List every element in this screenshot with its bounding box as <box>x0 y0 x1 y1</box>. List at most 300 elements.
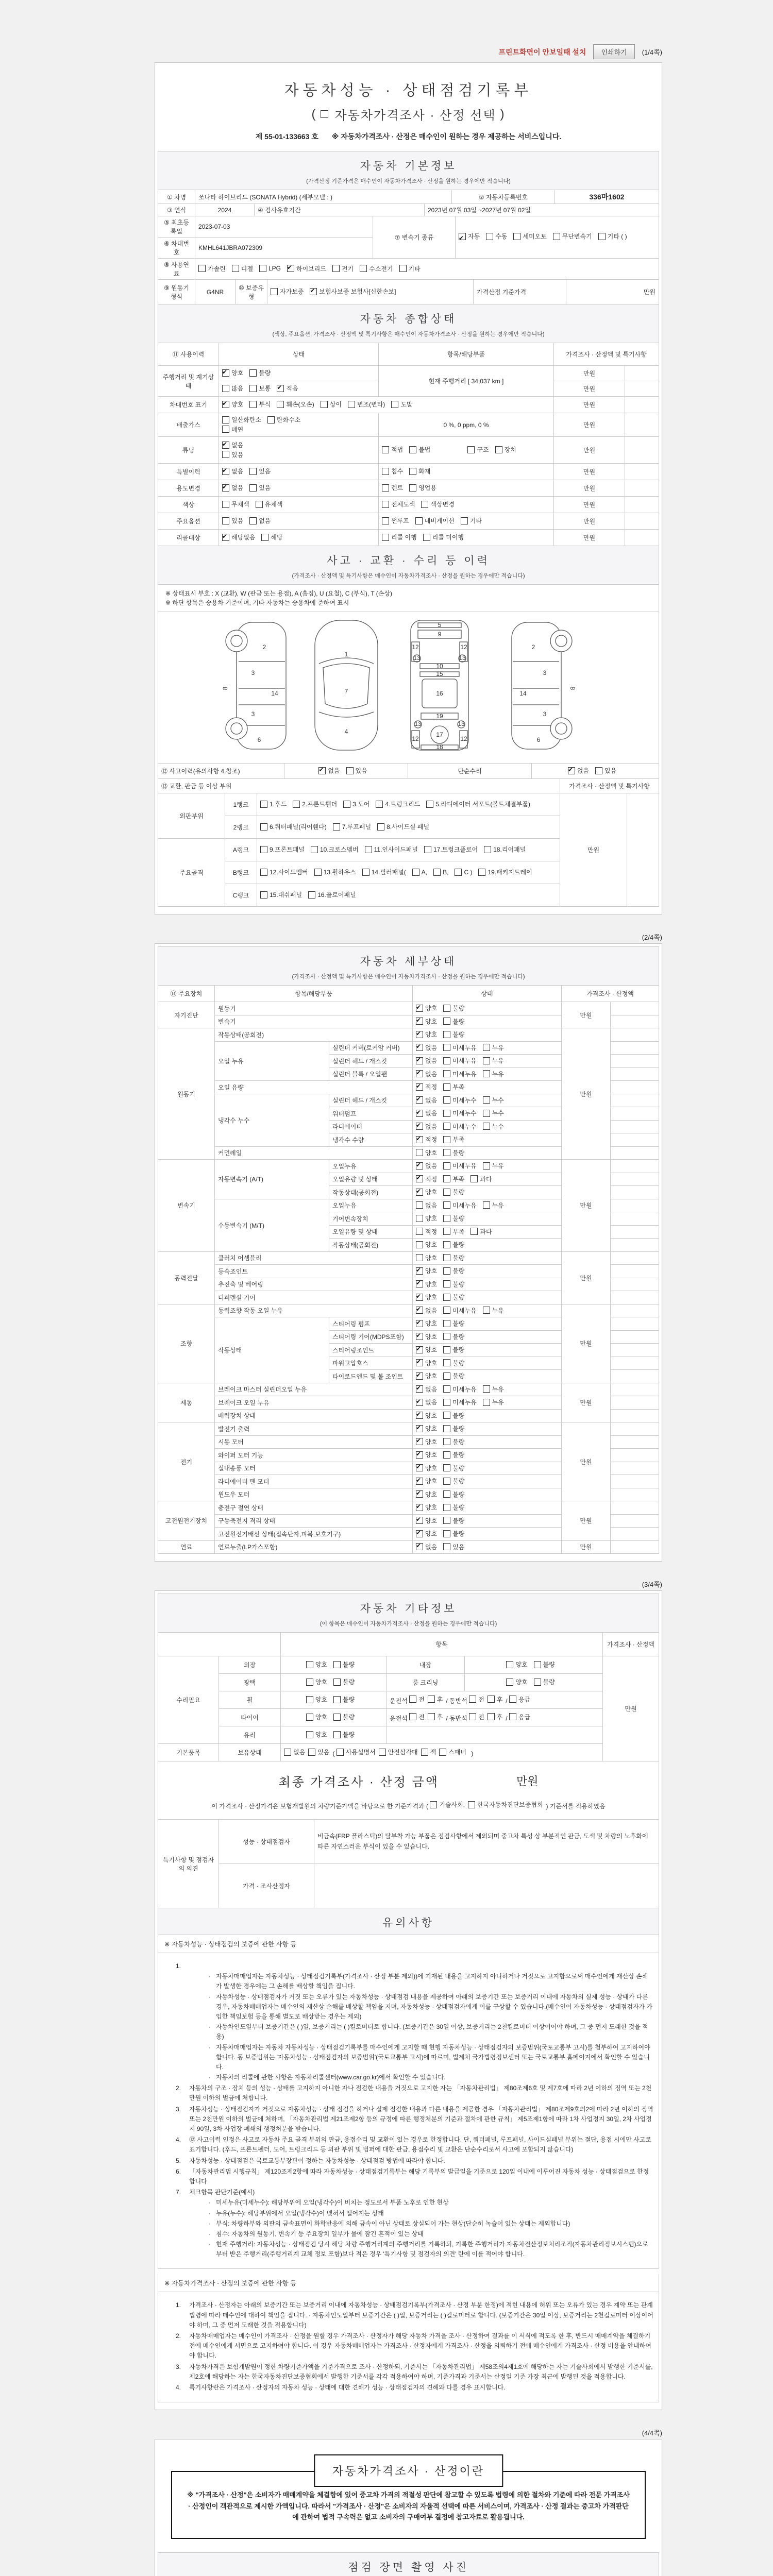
check-option: ✔ 양호 <box>416 1371 437 1380</box>
check-option: ✔ 양호 <box>222 400 243 409</box>
price-cell: 만원 <box>560 793 627 907</box>
check-option: 누유 <box>483 1201 504 1210</box>
blank-cell <box>611 1291 659 1304</box>
check-option: ✔ 적음 <box>277 384 298 393</box>
price-cell: 만원 <box>562 1383 611 1422</box>
item-cell: 시동 모터 <box>215 1435 413 1449</box>
checkbox <box>469 1713 476 1720</box>
checkbox <box>461 517 468 524</box>
notice-subitem: · 부식: 차량하부와 외판의 금속표면이 화학반응에 의해 금속이 아닌 상태로 상실되어 가는 현상(단순히 녹슬어 있는 상태는 제외합니다) <box>209 2219 570 2227</box>
diagram-part-number: 12 <box>460 643 467 651</box>
check-option: 미세누유 <box>443 1161 476 1170</box>
check-option: 불법 <box>409 445 430 454</box>
checkbox <box>409 484 416 492</box>
rank-label: B랭크 <box>225 861 257 884</box>
checkbox <box>416 1280 423 1287</box>
checkbox <box>443 1083 450 1091</box>
install-print-plugin-link[interactable]: 프린트화면이 안보일때 설치 <box>498 47 586 56</box>
check-option: ✔ 해당없음 <box>222 533 255 541</box>
checkbox <box>382 501 389 508</box>
page-3 <box>155 1590 662 2410</box>
check-option: 불량 <box>443 1240 464 1249</box>
checkbox <box>222 451 229 458</box>
item-cell: 브레이크 오일 누유 <box>215 1396 413 1410</box>
item-sub-cell: 실린더 헤드 / 개스킷 <box>329 1094 413 1107</box>
overall-condition-table <box>158 343 659 546</box>
section-note: (색상, 주요옵션, 가격조사 · 산정액 및 특기사항은 매수인이 자동차가격조사 · 산정을 원하는 경우에만 적습니다) <box>272 331 545 337</box>
check-option: 안전삼각대 <box>379 1748 418 1756</box>
usage-label: 용도변경 <box>158 480 219 497</box>
accident-section-header <box>158 546 659 585</box>
check-option: 6.쿼터패널(리어휀다) <box>260 822 327 831</box>
blank-cell <box>611 1133 659 1147</box>
right-state-cell <box>465 1674 603 1691</box>
check-option: 잭 <box>421 1748 436 1756</box>
checkbox <box>416 1267 423 1275</box>
check-option: 기타 ( ) <box>598 230 627 243</box>
blank-cell <box>611 1357 659 1370</box>
price-cell: 만원 <box>562 1422 611 1501</box>
checkbox <box>416 1333 423 1340</box>
check-option: 수동 <box>486 230 507 243</box>
final-price-label: 최종 가격조사 · 산정 금액 <box>278 1775 439 1789</box>
usage-label: 특별이력 <box>158 464 219 480</box>
checkbox <box>421 501 428 508</box>
check-option: ✔ 양호 <box>416 1266 437 1275</box>
blank-cell <box>625 381 659 397</box>
checkbox <box>306 1731 313 1738</box>
appraiser-opinion-label: 가격 · 조사산정자 <box>219 1864 314 1908</box>
checkbox <box>423 534 430 541</box>
check-option: 불량 <box>443 1371 464 1380</box>
blank-cell <box>625 497 659 513</box>
checkbox <box>443 1372 450 1380</box>
diagram-part-number: 12 <box>411 643 419 651</box>
checkbox <box>443 1254 450 1261</box>
check-option: 누수 <box>483 1096 504 1105</box>
item-sub-cell: 오일유량 및 상태 <box>329 1173 413 1186</box>
check-option: ✔ 없음 <box>222 440 243 449</box>
item-cell: 오일 유량 <box>215 1081 413 1094</box>
checkbox <box>483 1307 490 1314</box>
usage-label: 주요옵션 <box>158 513 219 530</box>
opinions-table <box>158 1819 659 1908</box>
engine-type-label: ⑨ 원동기형식 <box>158 280 195 304</box>
check-option: ✔ 양호 <box>222 368 243 377</box>
checkbox <box>222 517 229 524</box>
checkbox <box>484 846 491 853</box>
price-cell: 만원 <box>554 413 625 437</box>
rank-label: A랭크 <box>225 839 257 861</box>
item-sub-cell: 워터펌프 <box>329 1107 413 1121</box>
check-option: 부식 <box>249 400 271 409</box>
blank-cell <box>625 513 659 530</box>
blank-cell <box>611 1370 659 1383</box>
car-name-value: 쏘나타 하이브리드 (SONATA Hybrid) (세부모델 : ) <box>195 190 452 204</box>
vin-value: KMHL641JBRA072309 <box>195 238 373 259</box>
checkbox <box>416 1018 423 1025</box>
item-cell: 0 %, 0 ppm, 0 % <box>379 413 554 437</box>
check-option: 불량 <box>443 1529 464 1538</box>
diagram-part-number: 7 <box>344 688 348 695</box>
check-option: B, <box>433 869 448 876</box>
section-note: (가격조사 · 산정액 및 특기사항은 매수인이 자동차가격조사 · 산정을 원하는 경우에만 적습니다) <box>292 573 525 579</box>
blank-cell <box>611 1081 659 1094</box>
check-option: 12.사이드멤버 <box>260 868 308 876</box>
check-option: ✔ 하이브리드 <box>287 264 326 273</box>
checkbox <box>483 1123 490 1130</box>
item-sub-cell: 작동상태(공회전) <box>329 1239 413 1252</box>
check-option: 디젤 <box>232 264 253 273</box>
diagram-part-number: 3 <box>543 710 546 718</box>
checkbox <box>382 517 389 524</box>
checkbox <box>271 288 278 295</box>
check-option: ✔ 없음 <box>416 1043 437 1052</box>
check-option: 썬루프 <box>382 516 409 525</box>
state-cell <box>219 381 379 397</box>
checkbox <box>483 1070 490 1077</box>
year-label: ③ 연식 <box>158 204 195 216</box>
item-sub-cell: 오일누유 <box>329 1199 413 1212</box>
check-option: 부족 <box>443 1082 464 1091</box>
checkbox <box>333 1679 341 1686</box>
check-option: 미세누유 <box>443 1070 476 1078</box>
checkbox <box>306 1661 313 1668</box>
final-price-unit: 만원 <box>516 1775 539 1788</box>
checkbox <box>399 265 407 272</box>
device-label: 동력전달 <box>158 1251 215 1304</box>
car-damage-diagram <box>158 612 659 764</box>
state-cell <box>281 1691 386 1709</box>
check-option: 미세누수 <box>443 1109 476 1117</box>
check-option: 도말 <box>391 400 412 409</box>
engine-warranty-table <box>158 279 659 304</box>
blank-cell <box>611 1304 659 1317</box>
checkbox <box>391 401 398 408</box>
blank-cell <box>611 1501 659 1515</box>
col-state: 상태 <box>219 343 379 366</box>
diagram-part-number: 17 <box>435 731 443 738</box>
check-option: 불량 <box>443 1332 464 1341</box>
checkbox <box>443 1399 450 1406</box>
checkbox <box>443 1307 450 1314</box>
notice-item: 1. 가격조사 · 산정자는 아래의 보증기간 또는 보증거리 이내에 자동차성능 · 상태점검기록부(가격조사 · 산정 부분 한정)에 적힌 내용에 허위 또는 오류가 있는 경우 계약 또는 관계법령에 따라 매수인에 대하여 책임을 집니다. · 자동차인도일부터 보증기간은 ( )일, 보증거리는 ( )킬로미터로 합니다. (보증기간은 30일 이상, 보증거리는 2천킬로미터 이상이어야 하며, 그 중 먼저 도래한 것을 적용합니다) <box>176 2301 653 2329</box>
checkbox <box>318 767 326 774</box>
check-option: 있음 <box>346 766 367 775</box>
checkbox <box>416 1005 423 1012</box>
check-option: LPG <box>259 265 281 272</box>
check-option: ✔ 양호 <box>416 1477 437 1485</box>
rank-items <box>257 793 560 816</box>
segment-text: 이 가격조사 · 산정가격은 보험개발원의 차량기준가액을 바탕으로 한 기준가격과 ( <box>211 1803 428 1810</box>
checkbox <box>468 1801 475 1808</box>
checkbox <box>509 1696 516 1703</box>
checkbox <box>443 1412 450 1419</box>
item-cell: 와이퍼 모터 기능 <box>215 1449 413 1462</box>
checkbox <box>416 1359 423 1366</box>
price-cell: 만원 <box>562 1160 611 1252</box>
section-title: 유의사항 <box>382 1917 435 1929</box>
device-label: 자기진단 <box>158 1002 215 1028</box>
checkbox <box>428 1713 435 1720</box>
rank-items <box>257 861 560 884</box>
state-cell <box>219 437 379 464</box>
panel-group-label: 외판부위 <box>158 793 225 839</box>
check-option: 응급 <box>509 1713 530 1721</box>
diagram-part-number: 1 <box>344 651 348 658</box>
check-option: ✔ 양호 <box>416 1516 437 1525</box>
check-option: 15.대쉬패널 <box>260 890 302 899</box>
item-cell: 커먼레일 <box>215 1146 413 1160</box>
price-cell: 만원 <box>562 1251 611 1304</box>
checkbox <box>443 1136 450 1143</box>
state-cell <box>281 1674 386 1691</box>
check-option: ✔ 없음 <box>416 1543 437 1551</box>
check-option: 불량 <box>443 1411 464 1420</box>
checkbox <box>443 1149 450 1156</box>
checkbox <box>256 501 263 508</box>
diagram-part-number: 13 <box>457 720 465 727</box>
check-option: 7.루프패널 <box>333 822 371 831</box>
check-option: 불량 <box>443 1359 464 1367</box>
check-option: 있음 <box>249 467 271 476</box>
checkbox <box>416 1070 423 1077</box>
checkbox <box>416 1307 423 1314</box>
state-cell <box>413 1409 562 1422</box>
state-cell <box>413 1317 562 1331</box>
first-reg-label: ⑤ 최초등록일 <box>158 216 195 238</box>
item-sub-cell: 파워고압호스 <box>329 1357 413 1370</box>
page-2 <box>155 943 662 1562</box>
check-option: 해당 <box>261 533 282 541</box>
section-title: 사고 · 교환 · 수리 등 이력 <box>327 555 490 567</box>
check-option: 양호 <box>306 1677 327 1686</box>
state-cell <box>281 1656 386 1674</box>
section-note: (가격산정 기준가격은 매수인이 자동차가격조사 · 산정을 원하는 경우에만 적습니다) <box>306 178 511 184</box>
checkbox <box>379 1749 386 1756</box>
state-cell <box>413 1107 562 1121</box>
inspection-validity-label: ④ 검사유효기간 <box>255 204 425 216</box>
state-cell <box>413 1146 562 1160</box>
state-cell <box>413 1081 562 1094</box>
diagram-part-number: 16 <box>435 690 443 697</box>
checkbox <box>483 1096 490 1104</box>
blank-cell <box>611 1160 659 1173</box>
device-label: 변속기 <box>158 1160 215 1252</box>
checkbox <box>416 1031 423 1038</box>
checkbox <box>478 869 485 876</box>
state-cell <box>413 1278 562 1291</box>
document-title-block <box>158 65 659 151</box>
rank-items <box>257 839 560 861</box>
check-option: 기술사회, <box>430 1800 465 1809</box>
checkbox <box>469 1696 476 1703</box>
diagram-part-number: 8 <box>568 686 576 690</box>
check-option: 2.프론트휀더 <box>293 800 337 808</box>
item-cell <box>379 464 554 480</box>
check-option: ✔ 양호 <box>416 1359 437 1367</box>
device-label: 원동기 <box>158 1028 215 1160</box>
opinions-label: 특기사항 및 점검자의 의견 <box>158 1820 219 1908</box>
repair-group-label: 수리필요 <box>158 1656 219 1744</box>
item-cell: 브레이크 마스터 실린더오일 누유 <box>215 1383 413 1396</box>
check-option: 있음 <box>249 483 271 492</box>
check-option: ✔ 없음 <box>416 1056 437 1065</box>
checkbox <box>443 1162 450 1170</box>
diagram-part-number: 6 <box>536 736 540 743</box>
checkbox <box>360 265 367 272</box>
checkbox <box>259 265 266 272</box>
section-title: 점검 장면 촬영 사진 <box>348 2562 469 2574</box>
check-option: 19.패키지트레이 <box>478 868 532 876</box>
state-cell <box>219 397 554 413</box>
check-option: 불량 <box>249 368 271 377</box>
state-cell <box>413 1239 562 1252</box>
checkbox <box>343 801 350 808</box>
notice-item: 2. 자동차매매업자는 매수인이 가격조사 · 산정을 원할 경우 가격조사 · 산정자가 해당 자동차 가격을 조사 · 산정하여 결과를 이 서식에 적도록 한 후, 반드시 매매계약을 체결하기 전에 매수인에게 서면으로 고지하여야 합니다. 이 경우 자동차매매업자는 가격조사 · 산정자에게 가격조사 · 산정을 의뢰하기 전에 매수인에게 가격조사 · 산정 비용을 안내하여야 합니다. <box>176 2332 651 2360</box>
checkbox <box>293 801 300 808</box>
check-option: 18.리어패널 <box>484 845 526 854</box>
usage-label: 차대번호 표기 <box>158 397 219 413</box>
check-option: ✔ 없음 <box>568 766 589 775</box>
check-option: ✔ 양호 <box>416 1345 437 1354</box>
check-option: ✔ 없음 <box>416 1122 437 1131</box>
check-option: 누수 <box>483 1122 504 1131</box>
diagram-part-number: 9 <box>438 631 441 638</box>
check-option: 미세누수 <box>443 1096 476 1105</box>
check-option: ✔ 양호 <box>416 1411 437 1420</box>
check-option: 불량 <box>443 1293 464 1301</box>
state-cell <box>413 1435 562 1449</box>
blank-cell <box>611 1514 659 1528</box>
diagram-part-number: 3 <box>251 669 255 676</box>
diagram-part-number: 14 <box>271 690 278 697</box>
check-option: 양호 <box>416 1240 437 1249</box>
checkbox <box>416 1123 423 1130</box>
check-option: 화재 <box>409 467 430 476</box>
state-cell <box>413 1094 562 1107</box>
check-option: 상이 <box>321 400 342 409</box>
checkbox <box>443 1530 450 1537</box>
inspector-opinion-text: 비금속(FRP 플라스틱)의 탈부착 가능 부품은 점검사항에서 제외되며 중고차 특성 상 부분적인 판금, 도색 및 차량의 노후화에 따른 자연스러운 부식이 있을 수 있습니다. <box>314 1820 659 1864</box>
etc-info-table <box>158 1632 659 1761</box>
check-option: 불량 <box>443 1017 464 1026</box>
check-option: 양호 <box>416 1253 437 1262</box>
checkbox <box>416 1412 423 1419</box>
col-price: 가격조사 · 산정액 <box>603 1633 659 1656</box>
fuel-table <box>158 258 659 280</box>
check-option: 전 <box>469 1695 484 1704</box>
segment-text: 운전석 <box>390 1715 408 1722</box>
state-cell <box>413 1186 562 1199</box>
print-button[interactable]: 인쇄하기 <box>593 44 634 59</box>
checkbox <box>416 1083 423 1091</box>
checkbox <box>332 265 340 272</box>
item-cell <box>379 497 554 513</box>
basic-info-section-header <box>158 151 659 190</box>
about-text: ※ "가격조사 · 산정"은 소비자가 매매계약을 체결함에 있어 중고차 가격의 적절성 판단에 참고할 수 있도록 법령에 의한 절차와 기준에 따라 전문 가격조사 · 산정인이 객관적으로 제시한 가액입니다. 따라서 "가격조사 · 산정"은 소비자의 자율적 선택에 따른 서비스이며, 가격조사 · 산정 결과는 중고차 가격판단에 관하여 법적 구속력은 없고 소비자의 구매여부 결정에 참고자료로 활용됩니다. <box>187 2491 630 2521</box>
state-cell <box>413 1041 562 1055</box>
basic-items-label: 기본품목 <box>158 1744 219 1761</box>
fuel-label: ⑧ 사용연료 <box>158 259 195 280</box>
check-option: 적법 <box>382 445 403 454</box>
checkbox <box>362 869 369 876</box>
checkbox <box>311 846 318 853</box>
fuel-options <box>195 259 659 280</box>
check-option: 후 <box>488 1713 503 1721</box>
section-title: 자동차 종합상태 <box>360 313 457 325</box>
segment-text: / 동반석 <box>446 1715 467 1722</box>
checkbox <box>382 446 389 453</box>
checkbox <box>409 1696 416 1703</box>
checkbox <box>486 233 493 240</box>
price-survey-about-box <box>171 2465 646 2539</box>
legend-codes: ※ 상태표시 부호 : X (교환), W (판금 또는 용접), A (흠집), U (요철), C (부식), T (손상) <box>165 590 392 597</box>
service-note: ※ 자동차가격조사 · 산정은 매수인이 원하는 경우 제공하는 서비스입니다. <box>331 132 562 141</box>
diagram-part-number: 12 <box>411 735 419 742</box>
state-cell <box>413 1291 562 1304</box>
blank-cell <box>611 1146 659 1160</box>
check-option: 불량 <box>333 1713 355 1721</box>
check-option: 불량 <box>534 1677 555 1686</box>
checkbox <box>333 1731 341 1738</box>
state-cell <box>413 1199 562 1212</box>
checkbox <box>443 1359 450 1366</box>
basic-items-sub: 보유상태 <box>219 1744 281 1761</box>
inspector-opinion-label: 성능 · 상태점검자 <box>219 1820 314 1864</box>
price-cell: 만원 <box>554 530 625 546</box>
check-option: 매연 <box>222 425 243 434</box>
checkbox <box>222 369 229 377</box>
page-indicator: (1/4쪽) <box>642 48 662 56</box>
item-sub-cell: 타이로드엔드 및 볼 조인트 <box>329 1370 413 1383</box>
checkbox <box>416 1438 423 1445</box>
checkbox <box>377 823 384 831</box>
usage-label: 주행거리 및 계기상태 <box>158 366 219 397</box>
check-option: 일산화탄소 <box>222 415 261 424</box>
checkbox <box>348 401 355 408</box>
checkbox <box>416 1110 423 1117</box>
checkbox <box>222 501 229 508</box>
check-option: ✔ 자동 <box>459 230 480 243</box>
diagram-part-number: 12 <box>460 735 467 742</box>
check-option: 장치 <box>495 445 516 454</box>
checkbox <box>443 1504 450 1511</box>
checkbox <box>308 1749 315 1756</box>
checkbox <box>416 1372 423 1380</box>
detail-section-header <box>158 946 659 986</box>
check-option: 누유 <box>483 1056 504 1065</box>
page-indicator: (2/4쪽) <box>642 934 662 941</box>
page-4 <box>155 2439 662 2576</box>
check-option: 후 <box>428 1695 443 1704</box>
check-option: 양호 <box>506 1677 527 1686</box>
check-option: 기타 <box>399 264 421 273</box>
notice-subitem: · 침수: 자동차의 원동기, 변속기 등 주요장치 일부가 물에 잠긴 흔적이 있는 상태 <box>209 2230 424 2238</box>
state-cell <box>413 1212 562 1226</box>
check-option: 탄화수소 <box>267 415 300 424</box>
check-option: 한국자동차진단보증협회 <box>468 1800 543 1809</box>
section-title: 자동차 기타정보 <box>360 1603 457 1615</box>
check-option: ✔ 없음 <box>222 483 243 492</box>
segment-text: / 동반석 <box>446 1697 467 1705</box>
blank-cell <box>611 1475 659 1488</box>
basic-items-cell <box>281 1744 603 1761</box>
check-option: 무단변속기 <box>553 230 592 243</box>
repair-sub-label: 외장 <box>219 1656 281 1674</box>
check-option: 불량 <box>443 1437 464 1446</box>
blank-cell <box>611 1055 659 1068</box>
